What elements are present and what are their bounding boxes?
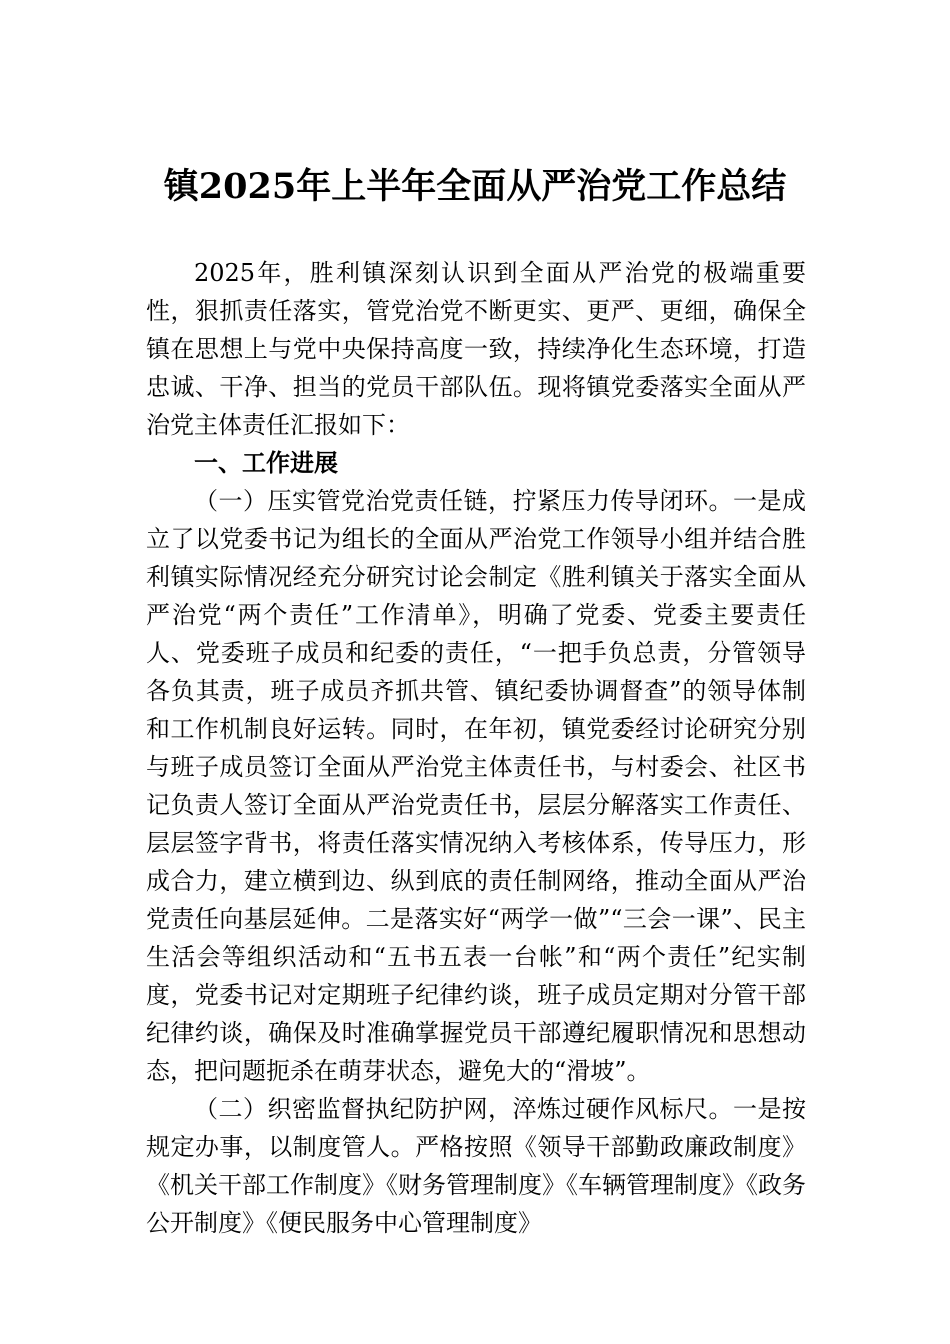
subsection-2-paragraph [146, 1090, 806, 1242]
document-body [146, 254, 806, 1242]
subsection-2-lead: （二）织密监督执纪防护网，淬炼过硬作风标尺。 [194, 1095, 733, 1123]
intro-paragraph: 2025年，胜利镇深刻认识到全面从严治党的极端重要性，狠抓责任落实，管党治党不断更实、更严、更细，确保全镇在思想上与党中央保持高度一致，持续净化生态环境，打造忠诚、干净、担当的党员干部队伍。现将镇党委落实全面从严治党主体责任汇报如下： [146, 259, 806, 439]
section-heading-progress: 一、工作进展 [194, 449, 338, 477]
subsection-1-lead: （一）压实管党治党责任链，拧紧压力传导闭环。 [194, 487, 733, 515]
subsection-1-body: 一是成立了以党委书记为组长的全面从严治党工作领导小组并结合胜利镇实际情况经充分研究讨论会制定《胜利镇关于落实全面从严治党“两个责任”工作清单》，明确了党委、党委主要责任人、党委班子成员和纪委的责任，“一把手负总责，分管领导各负其责，班子成员齐抓共管、镇纪委协调督查”的领导体制和工作机制良好运转。同时，在年初，镇党委经讨论研究分别与班子成员签订全面从严治党主体责任书，与村委会、社区书记负责人签订全面从严治党责任书，层层分解落实工作责任、层层签字背书，将责任落实情况纳入考核体系，传导压力，形成合力，建立横到边、纵到底的责任制网络，推动全面从严治党责任向基层延伸。二是落实好“两学一做”“三会一课”、民主生活会等组织活动和“五书五表一台帐”和“两个责任”纪实制度，党委书记对定期班子纪律约谈，班子成员定期对分管干部纪律约谈，确保及时准确掌握党员干部遵纪履职情况和思想动态，把问题扼杀在萌芽状态，避免大的“滑坡”。 [146, 487, 806, 1085]
subsection-1-paragraph [146, 482, 806, 1090]
subsection-2-body: 一是按规定办事，以制度管人。严格按照《领导干部勤政廉政制度》《机关干部工作制度》《财务管理制度》《车辆管理制度》《政务公开制度》《便民服务中心管理制度》 [146, 1095, 806, 1237]
document-title: 镇2025年上半年全面从严治党工作总结 [163, 166, 787, 207]
